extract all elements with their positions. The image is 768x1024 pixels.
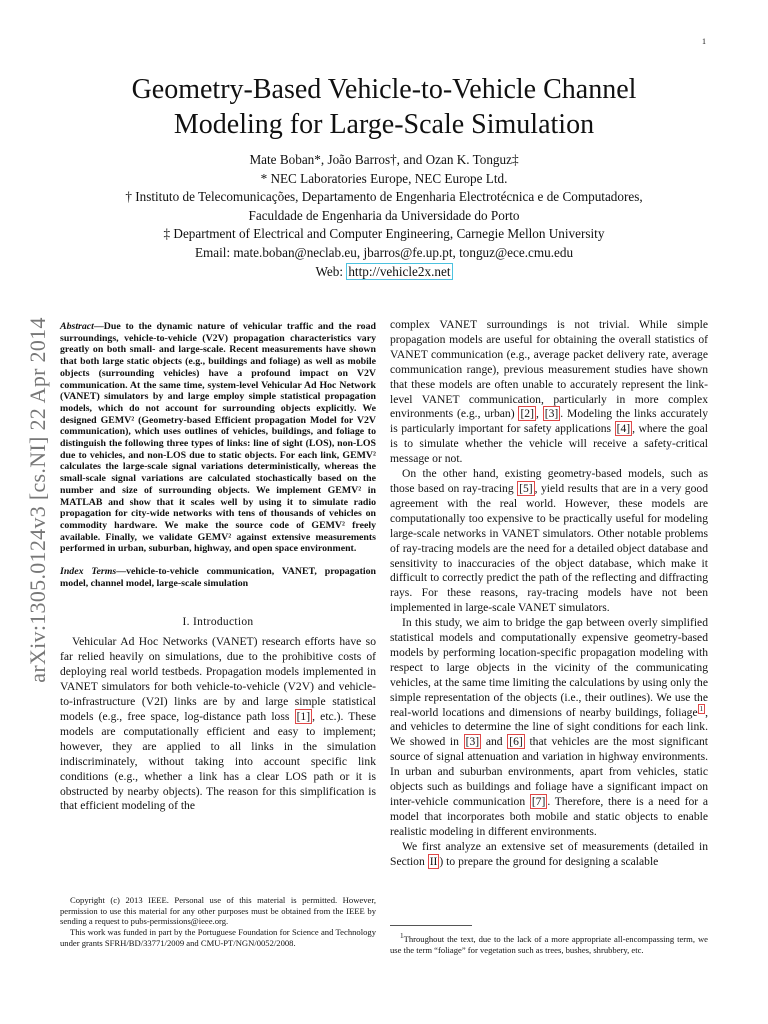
right-p1-text-b: , (535, 407, 543, 421)
index-terms-label: Index Terms (60, 566, 117, 578)
paper-title (60, 72, 708, 142)
web-label: Web: (315, 263, 347, 279)
intro-text-a: Vehicular Ad Hoc Networks (VANET) research efforts have so far relied heavily on simulations, due to the prohibitive costs of deploying real world testbeds. Propagation models implemented in VANET simulators for both vehicle-to-vehicle (V2V) and vehicle-to-infrastructure (V2I) links are by and large simple statistical models (e.g., free space, log-distance path loss (60, 635, 376, 723)
abstract-label: Abstract (60, 321, 94, 332)
author-names: Mate Boban*, João Barros†, and Ozan K. Tonguz‡ (249, 152, 519, 167)
footnote-1-text: Throughout the text, due to the lack of a more appropriate all-encompassing term, we use the term “foliage” for vegetation such as trees, bushes, shrubbery, etc. (390, 933, 708, 955)
right-p3-text-a: In this study, we aim to bridge the gap between overly simplified statistical models and computationally expensive geometry-based models by performing location-specific propagation modeling with respect to large objects in the vicinity of the communicating vehicles, at the same time limiting the calculations by using only the simple representation of the objects (i.e., their outlines). We use the real-world locations and dimensions of nearby buildings, foliage (390, 616, 708, 719)
right-paragraph-1 (390, 318, 708, 467)
footnote-mark-1[interactable]: 1 (699, 704, 704, 713)
title-line-1: Geometry-Based Vehicle-to-Vehicle Channel (131, 74, 637, 105)
right-column (390, 318, 708, 870)
left-column (60, 318, 376, 814)
affiliation-porto-2: Faculdade de Engenharia da Universidade do Porto (248, 207, 520, 223)
right-p1-text-c: . Modeling the links accurately is particularly important for safety applications (390, 407, 709, 436)
right-p3-text-d: that vehicles are the most significant source of signal attenuation and variation in highway environments. In urban and suburban environments, apart from vehicles, static objects such as buildings and foliage have a significant impact on inter-vehicle communication (390, 735, 708, 808)
citation-2[interactable]: [2] (520, 407, 534, 421)
intro-paragraph (60, 635, 376, 814)
citation-5[interactable]: [5] (519, 481, 533, 495)
footnote-divider (390, 925, 472, 926)
section-ref-2[interactable]: II (429, 854, 438, 868)
citation-6[interactable]: [6] (509, 735, 523, 749)
right-p3-text-c: and (481, 735, 508, 749)
right-p1-text-a: complex VANET surroundings is not trivial. While simple propagation models are useful for obtaining the overall statistics of VANET communication (e.g., average packet delivery rate, average communication range), previous measurement studies have shown that these models are often unable to accurately represent the link-level VANET communication, particularly in more complex environments (e.g., urban) (390, 318, 708, 421)
web-line (60, 263, 708, 282)
right-paragraph-4 (390, 840, 708, 870)
arxiv-id: arXiv:1305.0124v3 [cs.NI] 22 Apr 2014 (25, 317, 50, 683)
footnote-1 (390, 931, 708, 955)
abstract-text: —Due to the dynamic nature of vehicular traffic and the road surroundings, vehicle-to-vehicle (V2V) propagation characteristics vary greatly on both small- and large-scale. Recent measurements have shown that both large static objects (e.g., buildings and foliage) as well as mobile objects (surrounding vehicles) have a profound impact on V2V communication. At the same time, system-level Vehicular Ad Hoc Network (VANET) simulators by and large employ simple statistical propagation models, which do not account for surrounding objects explicitly. We designed GEMV² (Geometry-based Efficient propagation Model for V2V communication), which uses outlines of vehicles, buildings, and foliage to distinguish the following three types of links: line of sight (LOS), non-LOS due to vehicles, and non-LOS due to static objects. For each link, GEMV² calculates the large-scale signal variations deterministically, whereas the small-scale signal variations are calculated stochastically based on the number and size of surrounding objects. We implement GEMV² in MATLAB and show that it scales well by using it to simulate radio propagation for city-wide networks with tens of thousands of vehicles on commodity hardware. We make the source code of GEMV² freely available. Finally, we validate GEMV² against extensive measurements performed in urban, suburban, highway, and open space environment. (60, 321, 376, 555)
footnote-1-mark: 1 (400, 932, 404, 940)
citation-1[interactable]: [1] (296, 710, 311, 723)
author-emails: Email: mate.boban@neclab.eu, jbarros@fe.up.pt, tonguz@ece.cmu.edu (194, 244, 574, 260)
right-paragraph-2 (390, 467, 708, 616)
affiliation-porto-1: † Instituto de Telecomunicações, Departamento de Engenharia Electrotécnica e de Computadores, (125, 189, 643, 205)
abstract (60, 321, 376, 555)
index-terms-text: —vehicle-to-vehicle communication, VANET, propagation model, channel model, large-scale simulation (60, 566, 376, 589)
title-line-2: Modeling for Large-Scale Simulation (173, 109, 595, 140)
right-p4-text-a: We first analyze an extensive set of measurements (detailed in Section (390, 839, 708, 868)
page-number: 1 (702, 37, 706, 46)
affiliation-nec: * NEC Laboratories Europe, NEC Europe Ltd. (260, 170, 508, 186)
right-p3-text-b: , and vehicles to determine the line of sight conditions for each link. We showed in (390, 705, 708, 749)
web-url-link[interactable]: http://vehicle2x.net (348, 263, 451, 279)
right-p1-text-d: , where the goal is to simulate whether the vehicle will receive a safety-critical message or not. (390, 422, 709, 466)
intro-text-b: , etc.). These models are computationally efficient and easy to implement; however, they are applied to all links in the simulation indiscriminately, without taking into account specific link conditions (e.g., whether a link has a clear LOS path or it is obstructed by nearby objects). The reason for this simplification is that efficient modeling of the (60, 710, 376, 813)
copyright-text: Copyright (c) 2013 IEEE. Personal use of this material is permitted. However, permission to use this material for any other purposes must be obtained from the IEEE by sending a request to pubs-permissions@ieee.org. (60, 895, 376, 927)
right-p2-text-a: On the other hand, existing geometry-based models, such as those based on ray-tracing (390, 467, 708, 495)
citation-3[interactable]: [3] (544, 407, 559, 421)
right-paragraph-3 (390, 616, 708, 840)
affiliation-cmu: ‡ Department of Electrical and Computer Engineering, Carnegie Mellon University (163, 226, 605, 242)
foliage-footnote (390, 931, 708, 955)
copyright-footnote (60, 895, 376, 949)
right-p4-text-b: ) to prepare the ground for designing a scalable (439, 854, 659, 868)
right-p3-text-e: . Therefore, there is a need for a model that incorporates both mobile and static objects to enable realistic modeling in different environments. (390, 795, 708, 838)
citation-4[interactable]: [4] (616, 422, 631, 436)
citation-3b[interactable]: [3] (465, 735, 480, 749)
section-heading-introduction: I. Introduction (182, 616, 254, 629)
citation-7[interactable]: [7] (531, 795, 546, 808)
index-terms (60, 566, 376, 589)
author-block (60, 151, 708, 281)
funding-text: This work was funded in part by the Portuguese Foundation for Science and Technology under grants SFRH/BD/33771/2009 and CMU-PT/NGN/0052/2008. (60, 927, 376, 948)
right-p2-text-b: , yield results that are in a very good agreement with the real world. However, these models are computationally too expensive to be practically useful for modeling large-scale networks in VANET simulators. Other notable problems of ray-tracing models are the need for a detailed object database and sensitivity to inaccuracies of the object database, which make it difficult to correctly predict the path of the reflecting and diffracting rays. For these reasons, ray-tracing models have not been implemented in large-scale VANET simulators. (390, 481, 708, 615)
